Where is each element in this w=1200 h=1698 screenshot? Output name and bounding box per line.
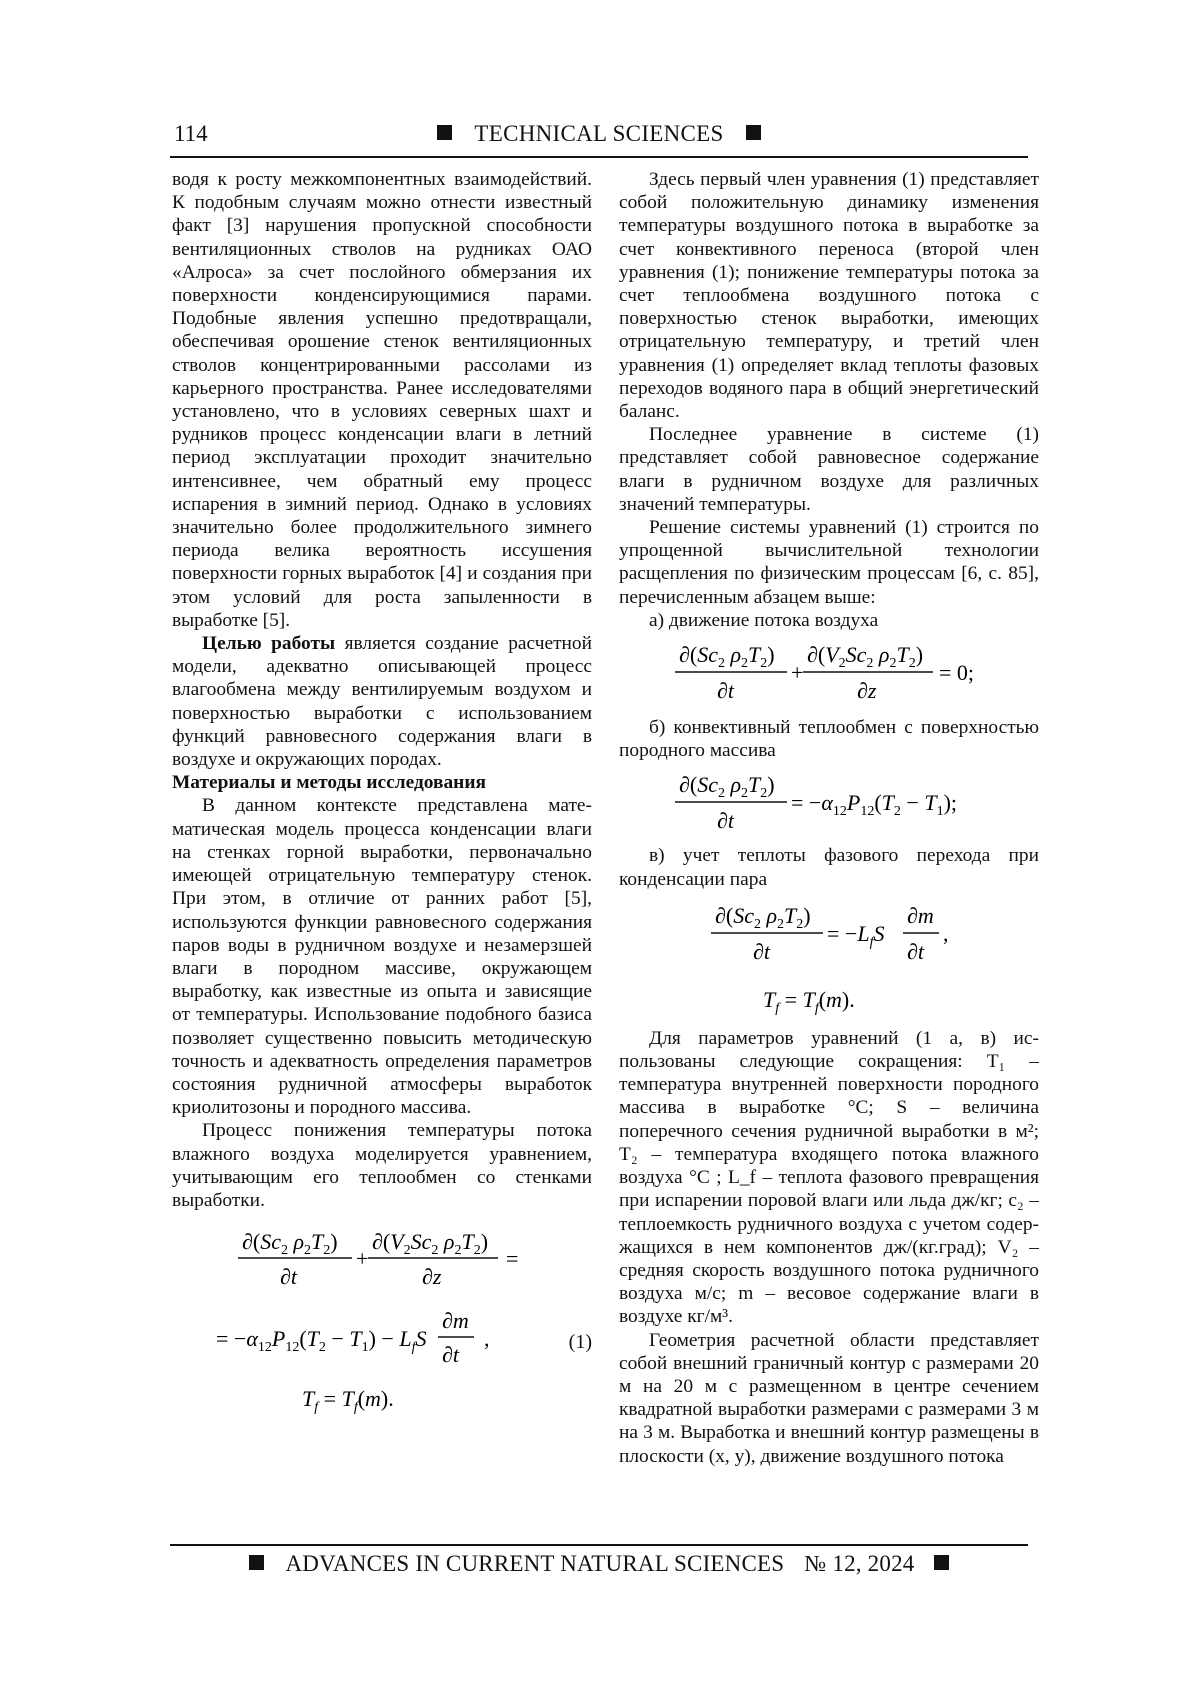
journal-section: TECHNICAL SCIENCES — [474, 121, 724, 146]
svg-text:∂m: ∂m — [442, 1308, 469, 1334]
svg-text:∂z: ∂z — [422, 1264, 442, 1290]
equation-1 — [172, 1216, 592, 1416]
paragraph-goal — [172, 632, 592, 771]
svg-text:Tf = Tf(m).: $T_f = T_f(m)$. — [302, 1386, 394, 1416]
svg-text:∂t: ∂t — [280, 1264, 297, 1290]
right-column — [619, 168, 1039, 1468]
running-head — [170, 121, 1028, 147]
paragraph: Геометрия расчетной области представляет собой внешний граничный контур с размерами 20 м на 20 м с размещенном в центре сечением квадратной выработки размерами с размерами 3 м на 3 м. Выработка и внешний контур размещены в плоскости (x, y), движение воздушного потока — [619, 1329, 1039, 1467]
equation-c — [619, 895, 1039, 1023]
journal-name: ADVANCES IN CURRENT NATURAL SCIENCES — [285, 1551, 785, 1576]
svg-text:∂(V2Sc2 ρ2T2): $\partial(V_2Sc_2$ $\rho_2T_2$) — [372, 1229, 489, 1259]
svg-text:=: = — [506, 1246, 519, 1272]
equation-a — [619, 636, 1039, 712]
equation-a-formula — [619, 636, 1039, 712]
svg-text:= −LfS: = $-L_fS$ — [827, 920, 885, 950]
list-item-a: а) движение потока воздуха — [649, 609, 879, 631]
paragraph: водя к росту межкомпонентных взаимодействий. К подобным случаям можно отнести известный факт [3] нарушения пропускной способности вентиляционных стволов на рудниках ОАО «Алроса» за счет послойного обмерзания их поверхности конденсирующимися парами. Подобные явления успешно предотвращали, обеспечивая орошение стенок вентиляционных стволов концентрированными рассолами из карьерного пространства. Ранее исследователями установлено, что в условиях северных шахт и рудников процесс конденсации влаги в летний период эксплуатации проходит значительно интенсивнее, чем обратный ему процесс испарения в зимний период. Однако в условиях значительно более продолжительного зимнего периода велика вероятность иссушения поверхности горных выработок [4] и создания при этом условий для роста запыленности в выработке [5]. — [172, 169, 592, 631]
list-item-b: б) конвективный теплообмен с поверхностью породного массива — [619, 717, 1039, 762]
svg-text:∂t: ∂t — [907, 938, 924, 964]
equation-b-formula — [619, 766, 1039, 840]
svg-text:+: + — [356, 1246, 369, 1272]
square-bullet-icon — [249, 1555, 264, 1570]
svg-text:∂(Sc2 ρ2T2): $\partial(Sc_2$ $\rho_2T_2$) — [715, 902, 811, 932]
svg-text:∂z: ∂z — [857, 678, 877, 704]
list-item-c: в) учет теплоты фазового перехода при конденсации пара — [619, 845, 1039, 890]
svg-text:∂(Sc2 ρ2T2): $\partial(Sc_2$ $\rho_2T_2$) — [679, 772, 775, 802]
svg-text:∂t: ∂t — [753, 938, 770, 964]
paragraph-abbreviations: Для параметров уравнений (1 а, в) использованы следующие сокращения: T₁ – температура внутренней поверхности породного массива в выработке °С; S – величина поперечного сечения рудничной выработки в м²; T₂ – температура входящего потока влажного воздуха °С ; L_f – теплота фазового превращения при испарении поровой влаги или льда дж/кг; c₂ – теплоемкость рудничного воздуха с учетом содержащихся в нем компонентов дж/(кг.град); V₂ – средняя скорость воздушного потока рудничного воздуха м/с; m – весовое содержание влаги в воздухе кг/м³. — [619, 1027, 1039, 1328]
equation-b — [619, 766, 1039, 840]
square-bullet-icon — [437, 125, 452, 140]
paragraph: В данном контексте представлена математическая модель процесса конденсации влаги на стенках горной выработки, первоначально имеющей отрицательную температуру стенок. При этом, в отличие от ранних работ [5], используются функции равновесного содержания паров воды в рудничном воздухе и незамерзшей влаги в породном массиве, окружающем выработку, как известные из опыта и зависящие от температуры. Использование подобного базиса позволяет существенно повысить методическую точность и адекватность определения параметров состояния рудничной атмосферы выработок криолитозоны и породного массива. — [172, 795, 592, 1119]
square-bullet-icon — [934, 1555, 949, 1570]
svg-text:∂m: ∂m — [907, 902, 934, 928]
paragraph: Здесь первый член уравнения (1) представляет собой положительную динамику изменения температуры воздушного потока в выработке за счет конвективного переноса (второй член уравнения (1); понижение температуры потока за счет теплообмена воздушного потока с поверхностью стенок выработки, имеющих отрицательную температуру, и третий член уравнения (1) определяет вклад теплоты фазовых переходов водяного пара в общий энергетический баланс. — [619, 169, 1039, 423]
goal-bold: Целью работы — [202, 633, 336, 655]
section-title: Материалы и методы исследования — [172, 772, 486, 794]
svg-text:= 0;: = 0; — [939, 660, 975, 686]
svg-text:,: , — [484, 1326, 490, 1352]
equation-c-formula — [619, 895, 1039, 1023]
left-column — [172, 168, 592, 1420]
svg-text:+: + — [791, 660, 804, 686]
header-rule — [170, 156, 1028, 158]
paragraph: Последнее уравнение в системе (1) представляет собой равновесное содержание влаги в рудничном воздухе для различных значений температуры. — [619, 424, 1039, 515]
svg-text:,: , — [943, 920, 949, 946]
footer-rule — [170, 1544, 1028, 1546]
svg-text:∂t: ∂t — [442, 1342, 459, 1368]
paragraph: Решение системы уравнений (1) строится по упрощенной вычислительной технологии расщепления по физическим процессам [6, с. 85], перечисленным абзацем выше: — [619, 517, 1039, 608]
page-number: 114 — [174, 121, 208, 146]
page-header — [170, 118, 1028, 154]
equation-1-formula — [172, 1216, 592, 1416]
svg-text:∂t: ∂t — [717, 808, 734, 834]
equation-number: (1) — [568, 1331, 592, 1354]
svg-text:∂(V2Sc2 ρ2T2): $\partial(V_2Sc_2$ $\rho_2T_2$) — [807, 642, 924, 672]
svg-text:= −α12P12(T2 − T1);: = $-\alpha_{12}P_{12}(T_2 - T_1)$; — [791, 790, 958, 820]
issue-number: № 12, 2024 — [804, 1551, 915, 1576]
svg-text:∂(Sc2 ρ2T2): $\partial(Sc_2$ $\rho_2T_2$) — [679, 642, 775, 672]
svg-text:∂t: ∂t — [717, 678, 734, 704]
svg-text:Tf = Tf(m).: $T_f = T_f(m)$. — [763, 986, 855, 1016]
paragraph: Процесс понижения температуры потока влажного воздуха моделируется уравнением, учитывающим его теплообмен со стенками выработки. — [172, 1120, 592, 1211]
svg-text:∂(Sc2 ρ2T2): $\partial(Sc_2$ $\rho_2T_2$) — [242, 1229, 338, 1259]
goal-text: является создание расчетной модели, адекватно описывающей процесс влагообмена между вентилируемым воздухом и поверхностью выработки с использованием функций равновесного содержания влаги в воздухе и окружающих породах. — [172, 633, 592, 771]
svg-text:= −α12P12(T2 − T1) − LfS: = $-\alpha_{12}P_{12}(T_2 - T_1) - L_fS$ — [216, 1326, 427, 1356]
square-bullet-icon — [746, 125, 761, 140]
page-footer — [170, 1551, 1028, 1577]
